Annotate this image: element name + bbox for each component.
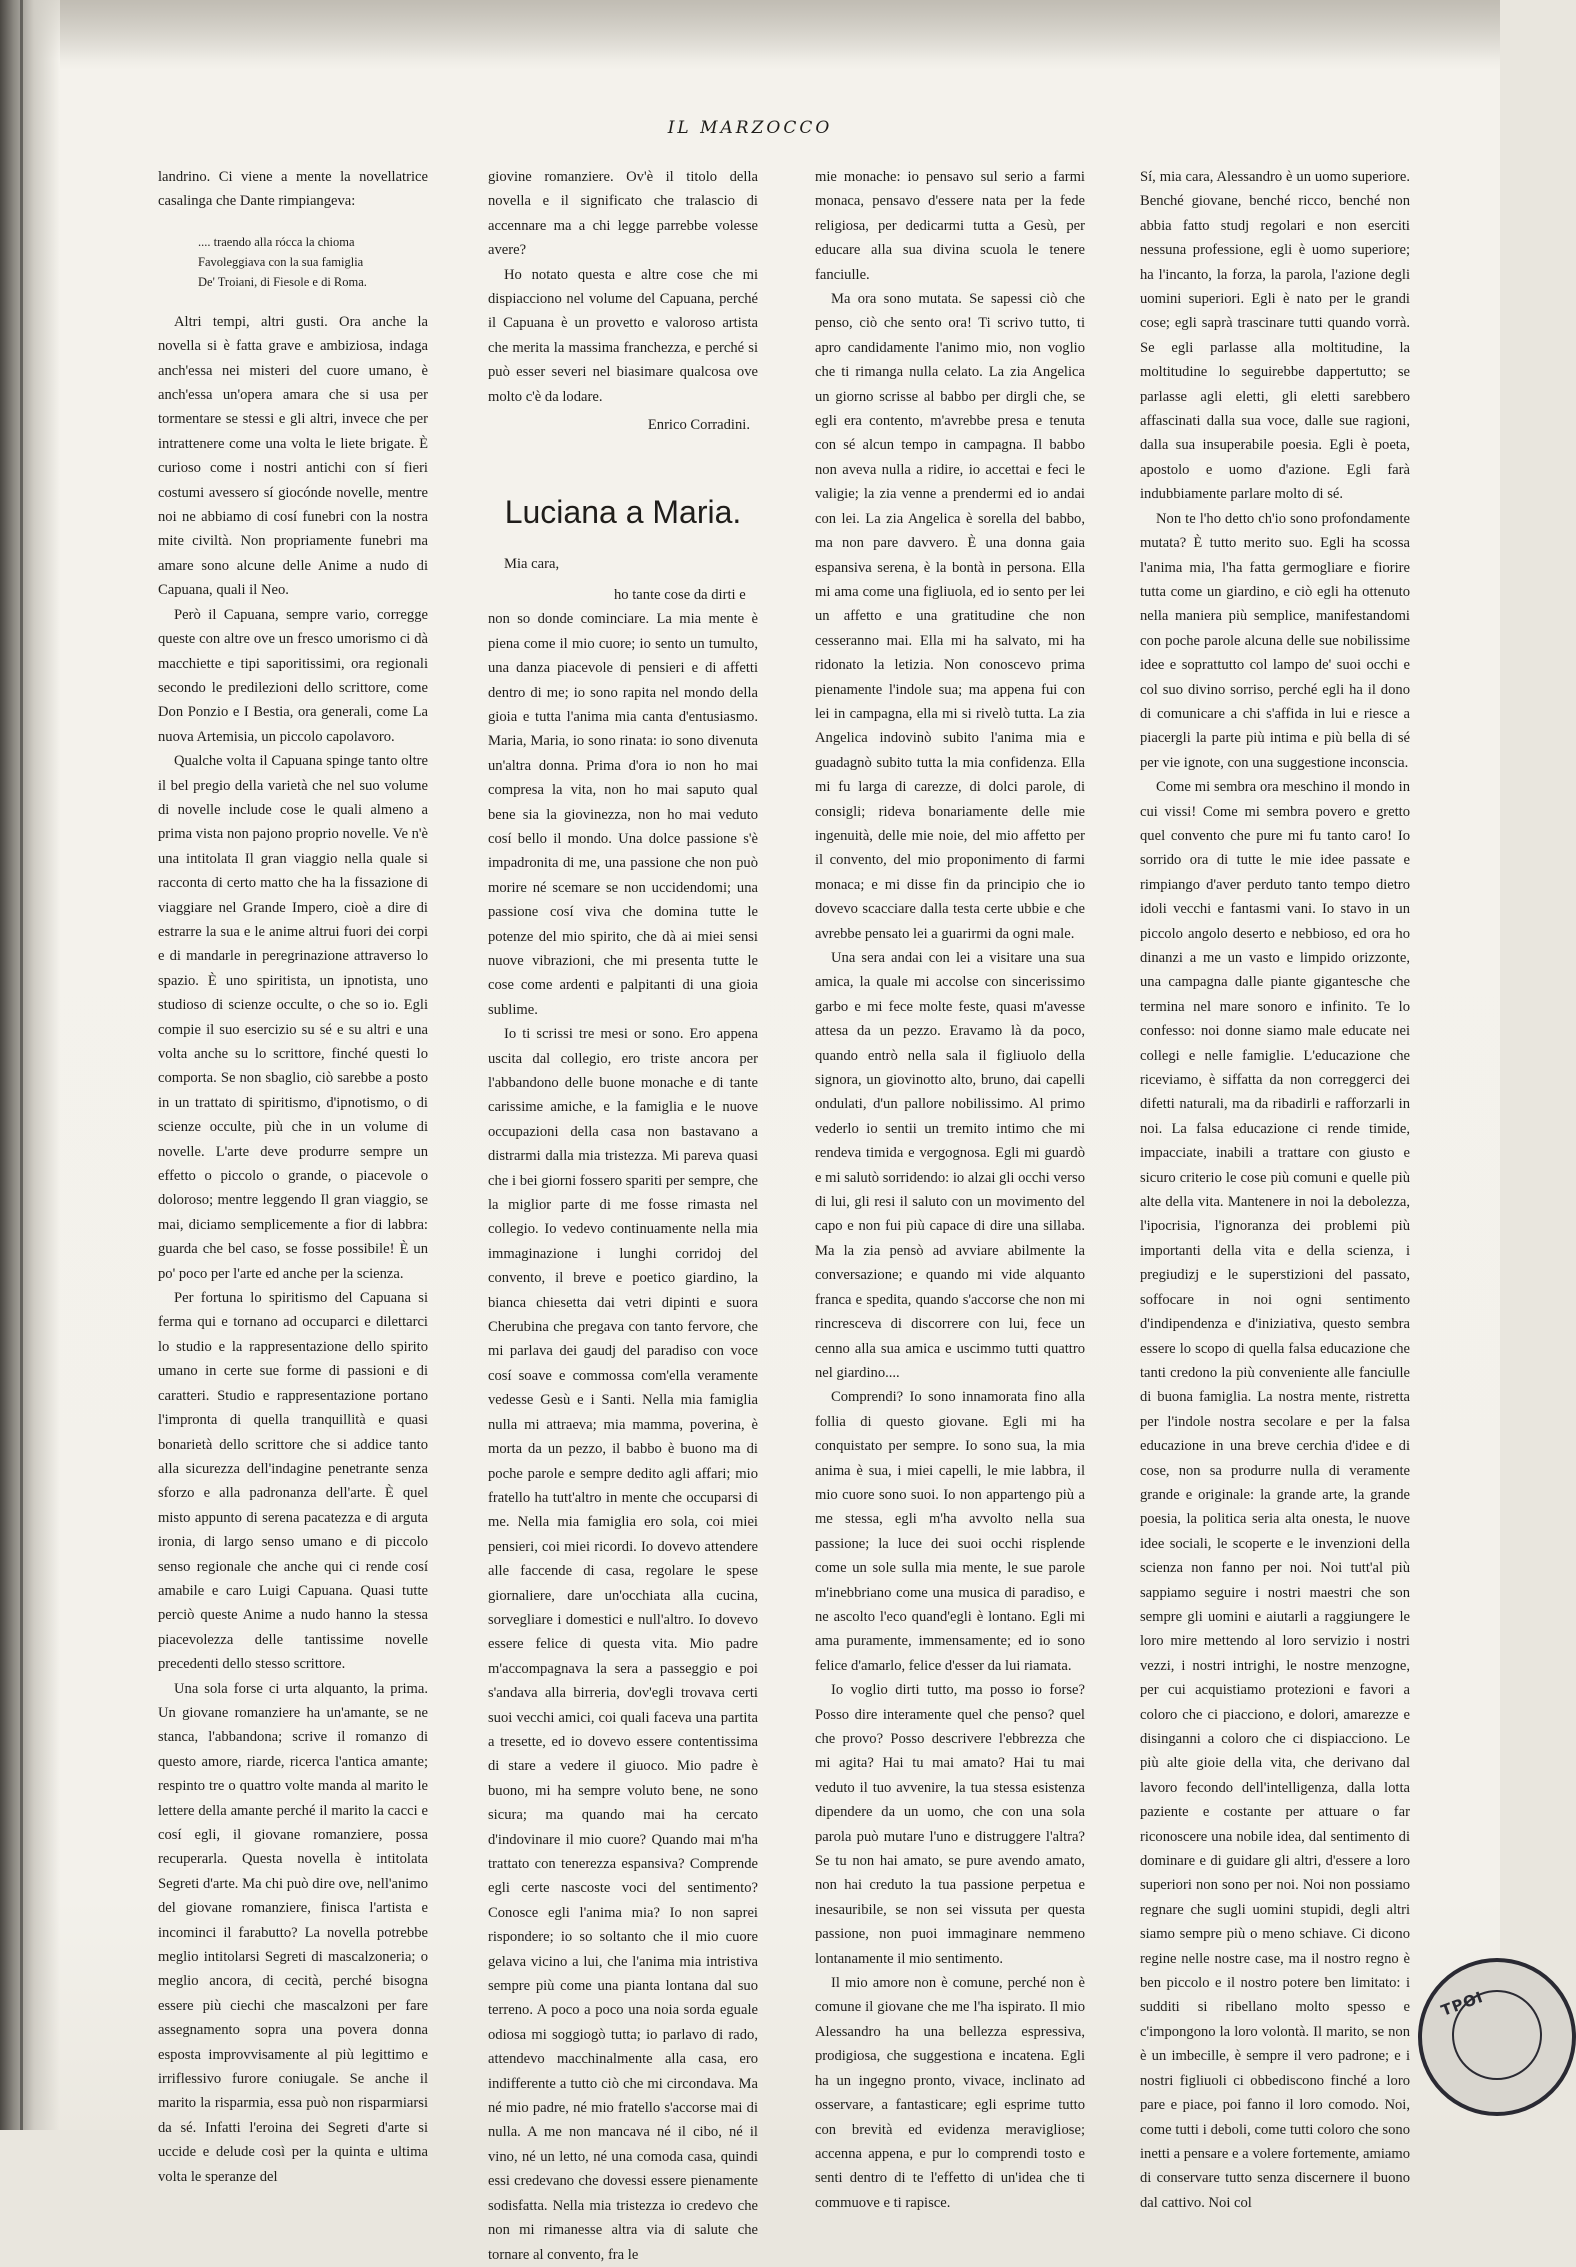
author-signature: Enrico Corradini. xyxy=(647,417,750,434)
verse-line: De' Troiani, di Fiesole e di Roma. xyxy=(198,274,367,289)
paragraph: Sí, mia cara, Alessandro è un uomo superiore. Benché giovane, benché ricco, benché non abbia fatto studj regolari e non eserciti nessuna professione, egli è uomo superiore; ha l'incanto, la forza, la parola, l'azione degli uomini superiori. Egli è nato per le grandi cose; egli saprà trascinare tutti quando vorrà. Se egli parlasse alla moltitudine, la moltitudine lo seguirebbe dappertutto; se parlasse agli eletti, gli eletti sarebbero affascinati dalla sua voce, dalle sue ragioni, dalla sua insuperabile poesia. Egli è poeta, apostolo e uomo d'azione. Egli farà indubbiamente parlare molto di sé. xyxy=(1140,169,1410,503)
paragraph: Per fortuna lo spiritismo del Capuana si ferma qui e tornano ad occuparci e dilettarci lo studio e la rappresentazione dello spirito umano in certe sue forme di passioni e di caratteri. Studio e rappresentazione portano l'impronta di quella tranquillità e quasi bonarietà dello scrittore che si addice tanto alla sicurezza dell'indagine penetrante senza sforzo e alla padronanza dell'arte. È quel misto appunto di serena pacatezza e di arguta ironia, di largo senso umano e di piccolo senso regionale che anche qui ci rende cosí amabile e caro Luigi Capuana. Quasi tutte perciò queste Anime a nudo hanno la stessa piacevolezza delle tantissime novelle precedenti dello stesso scrittore. xyxy=(158,1290,428,1673)
paragraph: Ma ora sono mutata. Se sapessi ciò che penso, ciò che sento ora! Ti scrivo tutto, ti apro candidamente l'animo mio, non voglio che ti rimanga nulla celato. La zia Angelica un giorno scrisse al babbo per dirgli che, se egli era contento, m'avrebbe presa e tenuta con sé alcun tempo in campagna. Il babbo non aveva nulla a ridire, io accettai e feci le valigie; la zia venne a prendermi ed io andai con lei. La zia Angelica è sorella del babbo, ma non pare davvero. È una donna gaia espansiva serena, è la bontà in persona. Ella mi ama come una figliuola, ed io sento per lei un affetto e una gratitudine che non cesseranno mai. Ella mi ha salvato, mi ha ridonato la letizia. Non conoscevo prima pienamente l'indole sua; ma appena fui con lei in campagna, ella mi si rivelò tutta. La zia Angelica indovinò subito l'anima mia e guadagnò subito tutta la mia confidenza. Ella mi fu larga di carezze, di dolci parole, di consigli; rideva bonariamente delle mie ingenuità, delle mie noie, del mio affetto per il convento, del mio proponimento di farmi monaca; e mi disse fin da principio che io dovevo scacciare dalla testa certe ubbie e che avrebbe pensato lei a guarirmi da ogni male. xyxy=(815,291,1085,942)
verse-quote xyxy=(198,232,428,292)
article-title: Luciana a Maria. xyxy=(504,494,742,531)
library-stamp-text: ΤΡΟΙ xyxy=(1438,1987,1486,2020)
column-2 xyxy=(488,165,758,2263)
paragraph: mie monache: io pensavo sul serio a farmi monaca, pensavo d'essere nata per la fede religiosa, per dedicarmi tutta a Gesù, per educare alla sua divina scuola le tenere fanciulle. xyxy=(815,169,1085,283)
paragraph: Una sola forse ci urta alquanto, la prima. Un giovane romanziere ha un'amante, se ne stanca, l'abbandona; scrive il romanzo di questo amore, riarde, ricerca l'antica amante; respinto tre o quattro volte manda al marito le lettere della amante perché il marito la cacci e cosí egli, il giovane romanziere, possa recuperarla. Questa novella è intitolata Segreti d'arte. Ma chi può dire ove, nell'animo del giovane romanziere, finisca l'artista e incominci il farabutto? La novella potrebbe meglio intitolarsi Segreti di mascalzoneria; o meglio ancora, di cecità, perché bisogna essere più ciechi che mascalzoni per fare assegnamento sopra una povera donna esposta improvvisamente al più legittimo e irriflessivo furore coniugale. Se anche il marito la risparmia, essa può non risparmiarsi da sé. Infatti l'eroina dei Segreti d'arte si uccide e delude così per la quinta e ultima volta le speranze del xyxy=(158,1680,428,2185)
paragraph: Io ti scrissi tre mesi or sono. Ero appena uscita dal collegio, ero triste ancora per l'abbandono delle buone monache e di tante carissime amiche, e la famiglia e le nuove occupazioni della casa non bastavano a distrarmi dalla mia tristezza. Mi pareva quasi che i bei giorni fossero spariti per sempre, che la miglior parte di me fosse rimasta nel collegio. Io vedevo continuamente nella mia immaginazione i lunghi corridoj del convento, il breve e poetico giardino, la bianca chiesetta dai vetri dipinti e suora Cherubina che pregava con tanto fervore, che mi parlava dei gaudj del paradiso con voce cosí soave e commossa com'ella veramente vedesse Gesù e i Santi. Nella mia famiglia nulla mi attraeva; mia mamma, poverina, è morta da un pezzo, il babbo è buono ma di poche parole e sempre dedito agli affari; mio fratello ha tutt'altro in mente che occuparsi di me. Nella mia famiglia ero sola, coi miei pensieri, coi miei ricordi. Io dovevo attendere alle faccende di casa, regolare le spese giornaliere, dare un'occhiata alla cucina, sorvegliare i domestici e null'altro. Io dovevo essere felice di questa vita. Mio padre m'accompagnava la sera a passeggio e poi s'andava alla birreria, dov'egli trovava certi suoi vecchi amici, coi quali faceva una partita a tresette, ed io dovevo essere contentissima di stare a vedere il giuoco. Mio padre è buono, mi ha sempre voluto bene, ne sono sicura; ma quando mai ha cercato d'indovinare il mio cuore? Quando mai m'ha trattato con tenerezza espansiva? Comprende egli certe nascoste voci del sentimento? Conosce egli l'anima mia? Io non saprei rispondere; io so soltanto che il mio cuore gelava vicino a lui, che l'anima mia intristiva sempre più come una pianta lontana dal suo terreno. A poco a poco una noia sorda eguale odiosa mi soggiogò tutta; io parlavo di rado, attendevo macchinalmente alla casa, ero indifferente a tutto ciò che mi circondava. Ma né mio padre, né mio fratello s'accorse mai di nulla. A me non mancava né il cibo, né il vino, né un letto, né una comoda casa, quindi essi credevano che dovessi essere pienamente sodisfatta. Nella mia tristezza io credevo che non mi rimanesse altra via di salute che tornare al convento, fra le xyxy=(488,1026,758,2263)
paragraph: Una sera andai con lei a visitare una sua amica, la quale mi accolse con sincerissimo garbo e mi fece molte feste, quasi m'avesse attesa da un pezzo. Eravamo là da poco, quando entrò nella sala il figliuolo della signora, un giovinotto alto, bruno, dai capelli ondulati, d'un pallore nobilissimo. Al primo vederlo io sentii un tremito intimo che mi rendeva timida e vergognosa. Egli mi guardò e mi salutò sorridendo: io alzai gli occhi verso di lui, gli resi il saluto con un movimento del capo e non fui più capace di dire una sillaba. Ma la zia pensò ad avviare abilmente la conversazione; e quando mi vide alquanto franca e spedita, quando s'accorse che non mi rincresceva di discorrere con lui, fece un cenno alla sua amica e uscimmo tutti quattro nel giardino.... xyxy=(815,950,1085,1381)
paragraph: Non te l'ho detto ch'io sono profondamente mutata? È tutto merito suo. Egli ha scossa l'anima mia, l'ha fatta germogliare e fiorire tutta come un giardino, e ciò egli ha ottenuto nella maniera più semplice, manifestandomi con poche parole alcuna delle sue nobilissime idee e soprattutto col lampo de' suoi occhi e col suo divino sorriso, perché egli ha il dono di comunicare a chi s'affida in lui e riesce a piacergli la parte più intima e più bella di sé per vie ignote, con una suggestione inconscia. xyxy=(1140,510,1410,771)
paragraph: Il mio amore non è comune, perché non è comune il giovane che me l'ha ispirato. Il mio Alessandro ha una bellezza espressiva, prodigiosa, che suggestiona e incatena. Egli ha un ingegno pronto, vivace, inclinato ad osservare, a fantasticare; egli esprime tutto con brevità ed evidenza meravigliose; accenna appena, e pur lo comprendi tosto e senti dentro di te l'effetto di un'idea che ti commuove e ti rapisce. xyxy=(815,1975,1085,2211)
paragraph: Ho notato questa e altre cose che mi dispiacciono nel volume del Capuana, perché il Capuana è un provetto e valoroso artista che merita la massima franchezza, e perché si può esser severi nel biasimare qualcosa ove molto c'è da lodare. xyxy=(488,266,758,405)
running-head: IL MARZOCCO xyxy=(667,118,833,138)
paper-stain xyxy=(60,0,1500,70)
verse-line: .... traendo alla rócca la chioma xyxy=(198,234,355,249)
paragraph: Qualche volta il Capuana spinge tanto oltre il bel pregio della varietà che nel suo volume di novelle include cose le quali almeno a prima vista non pajono proprio novelle. Ve n'è una intitolata Il gran viaggio nella quale si racconta di certo matto che ha la fissazione di viaggiare nel Grande Impero, cioè a dire di estrarre la sua e le anime altrui fuori dei corpi e di mandarle in peregrinazione attraverso lo spazio. È uno spiritista, un ipnotista, uno studioso di scienze occulte, o che so io. Egli compie il suo esercizio su sé e su altri e una volta anche su lo scrittore, finché questi lo comporta. Se non sbaglio, ciò sarebbe a posto in un trattato di spiritismo, d'ipnotismo, o di scienze occulte, più che in un volume di novelle. L'arte deve produrre sempre un effetto o piccolo o grande, o piacevole o doloroso; mentre leggendo Il gran viaggio, se mai, diciamo semplicemente a fior di labbra: guarda che bel caso, se fosse possibile! È un po' poco per l'arte ed anche per la scienza. xyxy=(158,753,428,1282)
paragraph: Io voglio dirti tutto, ma posso io forse? Posso dire interamente quel che penso? quel che provo? Posso descrivere l'ebbrezza che mi agita? Hai tu mai amato? Hai tu mai veduto il tuo avvenire, la tua stessa esistenza dipendere da un uomo, che con una sola parola può mutare l'uno e distruggere l'altra? Se tu non hai amato, se pure avendo amato, non hai creduto la tua passione perpetua e inesauribile, se non sei vissuta per questa passione, non puoi immaginare nemmeno lontanamente il mio sentimento. xyxy=(815,1682,1085,1967)
paragraph: Altri tempi, altri gusti. Ora anche la novella si è fatta grave e ambiziosa, indaga anch'essa nei misteri del cuore umano, è anch'essa un'opera amara che si usa per tormentare se stessi e gli altri, invece che per intrattenere come una volta le liete brigate. È curioso come i nostri antichi con sí fieri costumi avessero sí giocónde novelle, mentre noi ne abbiamo di cosí funebri con la nostra mite civiltà. Non propriamente funebri ma amare sono alcune delle Anime a nudo di Capuana, quali il Neo. xyxy=(158,313,428,599)
paragraph: Comprendi? Io sono innamorata fino alla follia di questo giovane. Egli mi ha conquistato per sempre. Io sono sua, la mia anima è sua, i miei capelli, le mie labbra, il mio cuore sono suoi. Io non appartengo più a me stessa, egli m'ha avvolto nella sua passione; la luce dei suoi occhi risplende come un sole sulla mia mente, le sue parole m'inebbriano come una musica di paradiso, e ne ascolto l'eco quand'egli è lontano. Egli mi ama puramente, immensamente; ed io sono felice d'amarlo, felice d'esser da lui riamata. xyxy=(815,1389,1085,1674)
verse-line: Favoleggiava con la sua famiglia xyxy=(198,254,364,269)
column-3 xyxy=(815,165,1085,2211)
paragraph: giovine romanziere. Ov'è il titolo della novella e il significato che tralascio di accennare ma a chi legge parrebbe volesse avere? xyxy=(488,169,758,259)
column-4 xyxy=(1140,165,1410,2211)
paragraph: non so donde cominciare. La mia mente è piena come il mio cuore; io sento un tumulto, una danza piacevole di pensieri e di affetti dentro di me; io sono rapita nel mondo della gioia e tutta l'anima mia canta d'entusiasmo. Maria, Maria, io sono rinata: io sono divenuta un'altra donna. Prima d'ora io non ho mai compresa la vita, non ho mai saputo qual bene sia la giovinezza, non ho mai veduto cosí bello il mondo. Una dolce passione s'è impadronita di me, una passione che non può morire né scemare se non uccidendomi; una passione cosí viva che domina tutte le potenze del mio spirito, che dà ai miei sensi nuove vibrazioni, che mi presenta tutte le cose come ardenti e palpitanti di una gioia sublime. xyxy=(488,611,758,1018)
letter-salutation: Mia cara, xyxy=(504,556,560,573)
paragraph: Però il Capuana, sempre vario, corregge queste con altre ove un fresco umorismo ci dà macchiette e tipi saporitissimi, ora regionali secondo le predilezioni dello scrittore, come Don Ponzio e I Bestia, ora generali, come La nuova Artemisia, un piccolo capolavoro. xyxy=(158,606,428,745)
article-columns xyxy=(0,165,1500,2263)
paragraph: Come mi sembra ora meschino il mondo in cui vissi! Come mi sembra povero e gretto quel convento che pure mi fu tanto caro! Io sorrido ora di tutte le mie idee passate e rimpiango d'aver perduto tanto tempo dietro idoli vecchi e fantasmi vani. Io stavo in un piccolo angolo deserto e nebbioso, ed ora ho dinanzi a me un vasto e limpido orizzonte, una campagna dalle piante gigantesche che termina nel mare sonoro e infinito. Te lo confesso: noi donne siamo male educate nei collegi e nelle famiglie. L'educazione che riceviamo, è siffatta da non correggerci dei difetti naturali, ma da ribadirli e rafforzarli in noi. La falsa educazione ci rende timide, impacciate, inabili a trattare con giusto e sicuro criterio le cose più comuni e quelle più alte della vita. Mantenere in noi la debolezza, l'ipocrisia, l'ignoranza dei problemi più importanti della vita e della scienza, i pregiudizj e le superstizioni del passato, soffocare in noi ogni sentimento d'indipendenza e d'iniziativa, questo sembra essere lo scopo di quella falsa educazione che tanti credono la più conveniente alle fanciulle di buona famiglia. La nostra mente, ristretta per l'indole nostra secolare e per la falsa educazione in una breve cerchia d'idee e di cose, non sa produrre nulla di veramente grande e originale: la grande arte, la grande poesia, la politica seria alta onesta, le nuove idee sociali, le scoperte e le invenzioni della scienza non fanno per noi. Noi tutt'al più sappiamo seguire i nostri maestri che son sempre gli uomini e aiutarli a raggiungere le loro mire mettendo al loro servizio i nostri vezzi, i nostri intrighi, le nostre menzogne, per cui acquistiamo protezioni e favori a coloro che ci piacciono, e dolori, amarezze e disinganni a coloro che ci dispiacciono. Le più alte gioie della vita, che derivano dal lavoro fecondo dell'intelligenza, dalla lotta paziente e costante per attuare o far riconoscere una nobile idea, dal sentimento di dominare e di guidare gli altri, d'essere a loro superiori non sono per noi. Noi non possiamo regnare che sugli uomini stupidi, degli altri siamo sempre più o meno schiave. Ci dicono regine nelle nostre case, ma il nostro regno è ben piccolo e il nostro potere ben limitato: i sudditi si ribellano molto spesso e c'impongono la loro volontà. Il marito, se non è un imbecille, è sempre il vero padrone; e i nostri figliuoli ci obbediscono finché a loro pare e piace, poi fanno il loro comodo. Noi, come tutti i deboli, come tutti coloro che sono inetti a pensare e a volere fortemente, amiamo di conservare tutto senza discernere il buono dal cattivo. Noi col xyxy=(1140,779,1410,2211)
column-1 xyxy=(158,165,428,2185)
paragraph: landrino. Ci viene a mente la novellatrice casalinga che Dante rimpiangeva: xyxy=(158,169,428,210)
paragraph: ho tante cose da dirti e xyxy=(614,586,746,603)
